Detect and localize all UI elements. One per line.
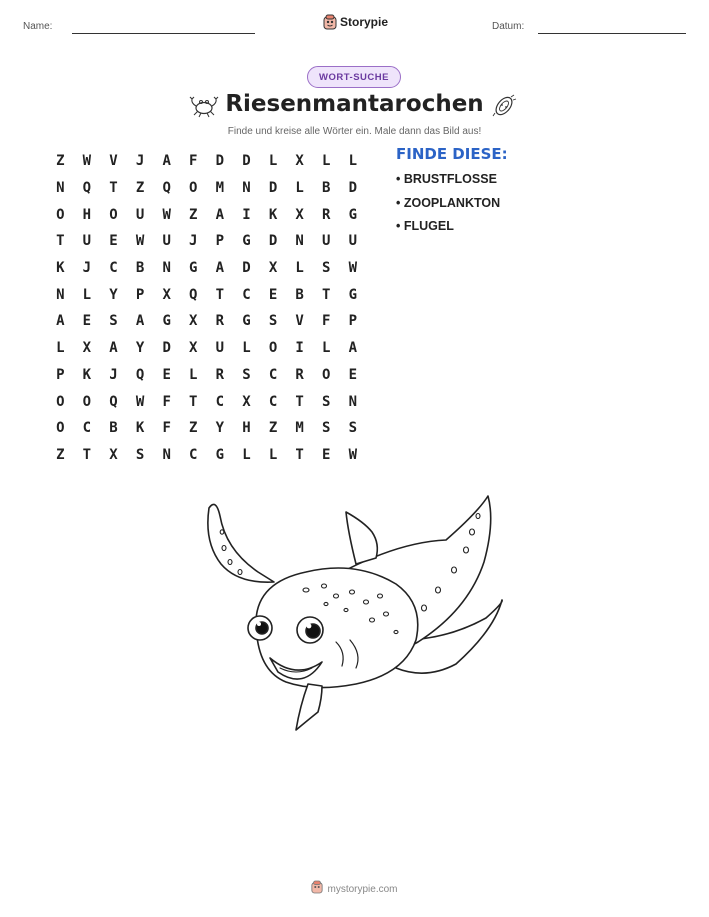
word-item: • FLUGEL bbox=[396, 219, 454, 233]
grid-cell[interactable]: G bbox=[242, 233, 251, 250]
grid-cell[interactable]: J bbox=[109, 366, 118, 383]
grid-cell[interactable]: J bbox=[189, 233, 198, 250]
name-label: Name: bbox=[23, 21, 53, 32]
grid-cell[interactable]: S bbox=[322, 393, 331, 410]
grid-cell[interactable]: Q bbox=[162, 180, 171, 197]
grid-cell[interactable]: D bbox=[242, 153, 251, 170]
grid-cell[interactable]: D bbox=[268, 233, 278, 250]
grid-cell[interactable]: D bbox=[242, 260, 251, 277]
grid-cell[interactable]: L bbox=[268, 446, 278, 463]
grid-cell[interactable]: C bbox=[82, 420, 92, 437]
grid-cell[interactable]: X bbox=[189, 313, 198, 330]
grid-cell[interactable]: L bbox=[295, 180, 304, 197]
grid-cell[interactable]: A bbox=[215, 260, 225, 277]
grid-cell[interactable]: K bbox=[82, 366, 92, 383]
grid-cell[interactable]: O bbox=[82, 393, 92, 410]
grid-cell[interactable]: D bbox=[162, 340, 171, 357]
manta-ray-illustration bbox=[196, 492, 511, 747]
grid-cell[interactable]: V bbox=[295, 313, 304, 330]
grid-cell[interactable]: N bbox=[295, 233, 304, 250]
grid-cell[interactable]: G bbox=[348, 286, 358, 303]
grid-cell[interactable]: Q bbox=[135, 366, 145, 383]
grid-cell[interactable]: X bbox=[109, 446, 118, 463]
grid-cell[interactable]: Z bbox=[135, 180, 145, 197]
grid-cell[interactable]: U bbox=[162, 233, 171, 250]
grid-cell[interactable]: N bbox=[56, 286, 65, 303]
grid-cell[interactable]: T bbox=[82, 446, 92, 463]
grid-cell[interactable]: Z bbox=[189, 206, 198, 223]
grid-cell[interactable]: C bbox=[268, 393, 278, 410]
grid-cell[interactable]: O bbox=[109, 206, 118, 223]
grid-cell[interactable]: C bbox=[242, 286, 251, 303]
grid-cell[interactable]: K bbox=[268, 206, 278, 223]
grid-cell[interactable]: X bbox=[189, 340, 198, 357]
grid-cell[interactable]: Y bbox=[135, 340, 145, 357]
date-label: Datum: bbox=[492, 21, 525, 32]
grid-cell[interactable]: U bbox=[348, 233, 358, 250]
grid-cell[interactable]: X bbox=[268, 260, 278, 277]
grid-cell[interactable]: Z bbox=[56, 446, 65, 463]
grid-cell[interactable]: Y bbox=[215, 420, 225, 437]
grid-cell[interactable]: E bbox=[322, 446, 331, 463]
grid-cell[interactable]: Q bbox=[82, 180, 92, 197]
date-line bbox=[538, 33, 686, 34]
instructions: Finde und kreise alle Wörter ein. Male dann das Bild aus! bbox=[227, 126, 482, 137]
grid-cell[interactable]: M bbox=[215, 180, 225, 197]
footer bbox=[0, 880, 709, 899]
grid-cell[interactable]: S bbox=[322, 260, 331, 277]
grid-cell[interactable]: I bbox=[295, 340, 304, 357]
grid-cell[interactable]: J bbox=[135, 153, 145, 170]
grid-cell[interactable]: N bbox=[242, 180, 251, 197]
grid-cell[interactable]: S bbox=[135, 446, 145, 463]
grid-cell[interactable]: D bbox=[348, 180, 358, 197]
grid-cell[interactable]: C bbox=[215, 393, 225, 410]
grid-cell[interactable]: A bbox=[348, 340, 358, 357]
grid-cell[interactable]: Z bbox=[268, 420, 278, 437]
grid-cell[interactable]: B bbox=[322, 180, 331, 197]
grid-cell[interactable]: E bbox=[82, 313, 92, 330]
brand bbox=[323, 14, 388, 30]
grid-cell[interactable]: W bbox=[135, 393, 145, 410]
grid-cell[interactable]: T bbox=[189, 393, 198, 410]
grid-cell[interactable]: L bbox=[189, 366, 198, 383]
grid-cell[interactable]: E bbox=[268, 286, 278, 303]
grid-cell[interactable]: N bbox=[56, 180, 65, 197]
grid-cell[interactable]: P bbox=[56, 366, 65, 383]
word-item: • ZOOPLANKTON bbox=[396, 195, 501, 210]
grid-cell[interactable]: C bbox=[268, 366, 278, 383]
grid-cell[interactable]: L bbox=[295, 260, 304, 277]
grid-cell[interactable]: B bbox=[109, 420, 118, 437]
grid-cell[interactable]: S bbox=[348, 420, 358, 437]
grid-cell[interactable]: C bbox=[109, 260, 118, 277]
grid-cell[interactable]: W bbox=[348, 260, 358, 277]
grid-cell[interactable]: G bbox=[348, 206, 358, 223]
grid-cell[interactable]: Y bbox=[109, 286, 118, 303]
grid-cell[interactable]: E bbox=[109, 233, 118, 250]
grid-cell[interactable]: G bbox=[242, 313, 251, 330]
grid-cell[interactable]: M bbox=[295, 420, 304, 437]
footer-url: mystorypie.com bbox=[327, 884, 398, 895]
grid-cell[interactable]: O bbox=[56, 206, 65, 223]
grid-cell[interactable]: G bbox=[215, 446, 225, 463]
grid-cell[interactable]: P bbox=[215, 233, 225, 250]
grid-cell[interactable]: L bbox=[348, 153, 358, 170]
grid-cell[interactable]: G bbox=[189, 260, 198, 277]
grid-cell[interactable]: Z bbox=[56, 153, 65, 170]
grid-cell[interactable]: X bbox=[162, 286, 171, 303]
grid-cell[interactable]: I bbox=[242, 206, 251, 223]
grid-cell[interactable]: U bbox=[82, 233, 92, 250]
grid-cell[interactable]: Z bbox=[189, 420, 198, 437]
grid-cell[interactable]: A bbox=[56, 313, 65, 330]
grid-cell[interactable]: A bbox=[109, 340, 118, 357]
grid-cell[interactable]: U bbox=[215, 340, 225, 357]
grid-cell[interactable]: N bbox=[162, 260, 171, 277]
grid-cell[interactable]: F bbox=[189, 153, 198, 170]
grid-cell[interactable]: P bbox=[348, 313, 358, 330]
grid-cell[interactable]: O bbox=[322, 366, 331, 383]
grid-cell[interactable]: L bbox=[56, 340, 65, 357]
grid-cell[interactable]: C bbox=[189, 446, 198, 463]
grid-cell[interactable]: W bbox=[162, 206, 171, 223]
grid-cell[interactable]: N bbox=[162, 446, 171, 463]
page-title: Riesenmantarochen bbox=[225, 91, 484, 117]
grid-cell[interactable]: W bbox=[82, 153, 92, 170]
grid-cell[interactable]: T bbox=[295, 393, 304, 410]
grid-cell[interactable]: T bbox=[109, 180, 118, 197]
grid-cell[interactable]: A bbox=[162, 153, 171, 170]
grid-cell[interactable]: E bbox=[162, 366, 171, 383]
grid-cell[interactable]: A bbox=[215, 206, 225, 223]
plankton-icon bbox=[491, 93, 517, 124]
grid-cell[interactable]: U bbox=[135, 206, 145, 223]
grid-cell[interactable]: D bbox=[268, 180, 278, 197]
word-search-badge: WORT-SUCHE bbox=[307, 66, 401, 88]
grid-cell[interactable]: A bbox=[135, 313, 145, 330]
grid-cell[interactable]: O bbox=[56, 393, 65, 410]
grid-cell[interactable]: E bbox=[348, 366, 358, 383]
grid-cell[interactable]: T bbox=[295, 446, 304, 463]
grid-cell[interactable]: R bbox=[322, 206, 331, 223]
grid-cell[interactable]: T bbox=[56, 233, 65, 250]
grid-cell[interactable]: K bbox=[56, 260, 65, 277]
grid-cell[interactable]: J bbox=[82, 260, 92, 277]
grid-cell[interactable]: X bbox=[295, 153, 304, 170]
grid-cell[interactable]: L bbox=[322, 340, 331, 357]
grid-cell[interactable]: R bbox=[215, 366, 225, 383]
word-item: • BRUSTFLOSSE bbox=[396, 172, 497, 186]
grid-cell[interactable]: S bbox=[268, 313, 278, 330]
grid-cell[interactable]: F bbox=[322, 313, 331, 330]
grid-cell[interactable]: S bbox=[322, 420, 331, 437]
grid-cell[interactable]: S bbox=[109, 313, 118, 330]
grid-cell[interactable]: P bbox=[135, 286, 145, 303]
grid-cell[interactable]: W bbox=[348, 446, 358, 463]
grid-cell[interactable]: O bbox=[56, 420, 65, 437]
grid-cell[interactable]: G bbox=[162, 313, 171, 330]
grid-cell[interactable]: Q bbox=[109, 393, 118, 410]
grid-cell[interactable]: H bbox=[82, 206, 92, 223]
grid-cell[interactable]: H bbox=[242, 420, 251, 437]
grid-cell[interactable]: B bbox=[135, 260, 145, 277]
grid-cell[interactable]: X bbox=[295, 206, 304, 223]
grid-cell[interactable]: L bbox=[242, 340, 251, 357]
grid-cell[interactable]: F bbox=[162, 420, 171, 437]
grid-cell[interactable]: N bbox=[348, 393, 358, 410]
grid-cell[interactable]: L bbox=[82, 286, 92, 303]
grid-cell[interactable]: F bbox=[162, 393, 171, 410]
grid-cell[interactable]: R bbox=[215, 313, 225, 330]
grid-cell[interactable]: X bbox=[242, 393, 251, 410]
grid-cell[interactable]: L bbox=[322, 153, 331, 170]
name-line bbox=[72, 33, 255, 34]
word-list bbox=[396, 172, 500, 243]
grid-cell[interactable]: T bbox=[322, 286, 331, 303]
grid-cell[interactable]: X bbox=[82, 340, 92, 357]
brand-name: Storypie bbox=[340, 15, 389, 29]
find-title: FINDE DIESE: bbox=[396, 145, 508, 163]
grid-cell[interactable]: B bbox=[295, 286, 304, 303]
grid-cell[interactable]: V bbox=[109, 153, 118, 170]
grid-cell[interactable]: R bbox=[295, 366, 304, 383]
grid-cell[interactable]: U bbox=[322, 233, 331, 250]
grid-cell[interactable]: T bbox=[215, 286, 225, 303]
grid-cell[interactable]: Q bbox=[189, 286, 198, 303]
grid-cell[interactable]: S bbox=[242, 366, 251, 383]
grid-cell[interactable]: L bbox=[242, 446, 251, 463]
letter-grid bbox=[47, 148, 366, 468]
storypie-logo-icon bbox=[323, 14, 337, 30]
grid-cell[interactable]: K bbox=[135, 420, 145, 437]
storypie-logo-icon bbox=[311, 880, 323, 899]
grid-cell[interactable]: O bbox=[189, 180, 198, 197]
grid-cell[interactable]: L bbox=[268, 153, 278, 170]
grid-cell[interactable]: O bbox=[268, 340, 278, 357]
grid-cell[interactable]: W bbox=[135, 233, 145, 250]
grid-cell[interactable]: D bbox=[215, 153, 225, 170]
